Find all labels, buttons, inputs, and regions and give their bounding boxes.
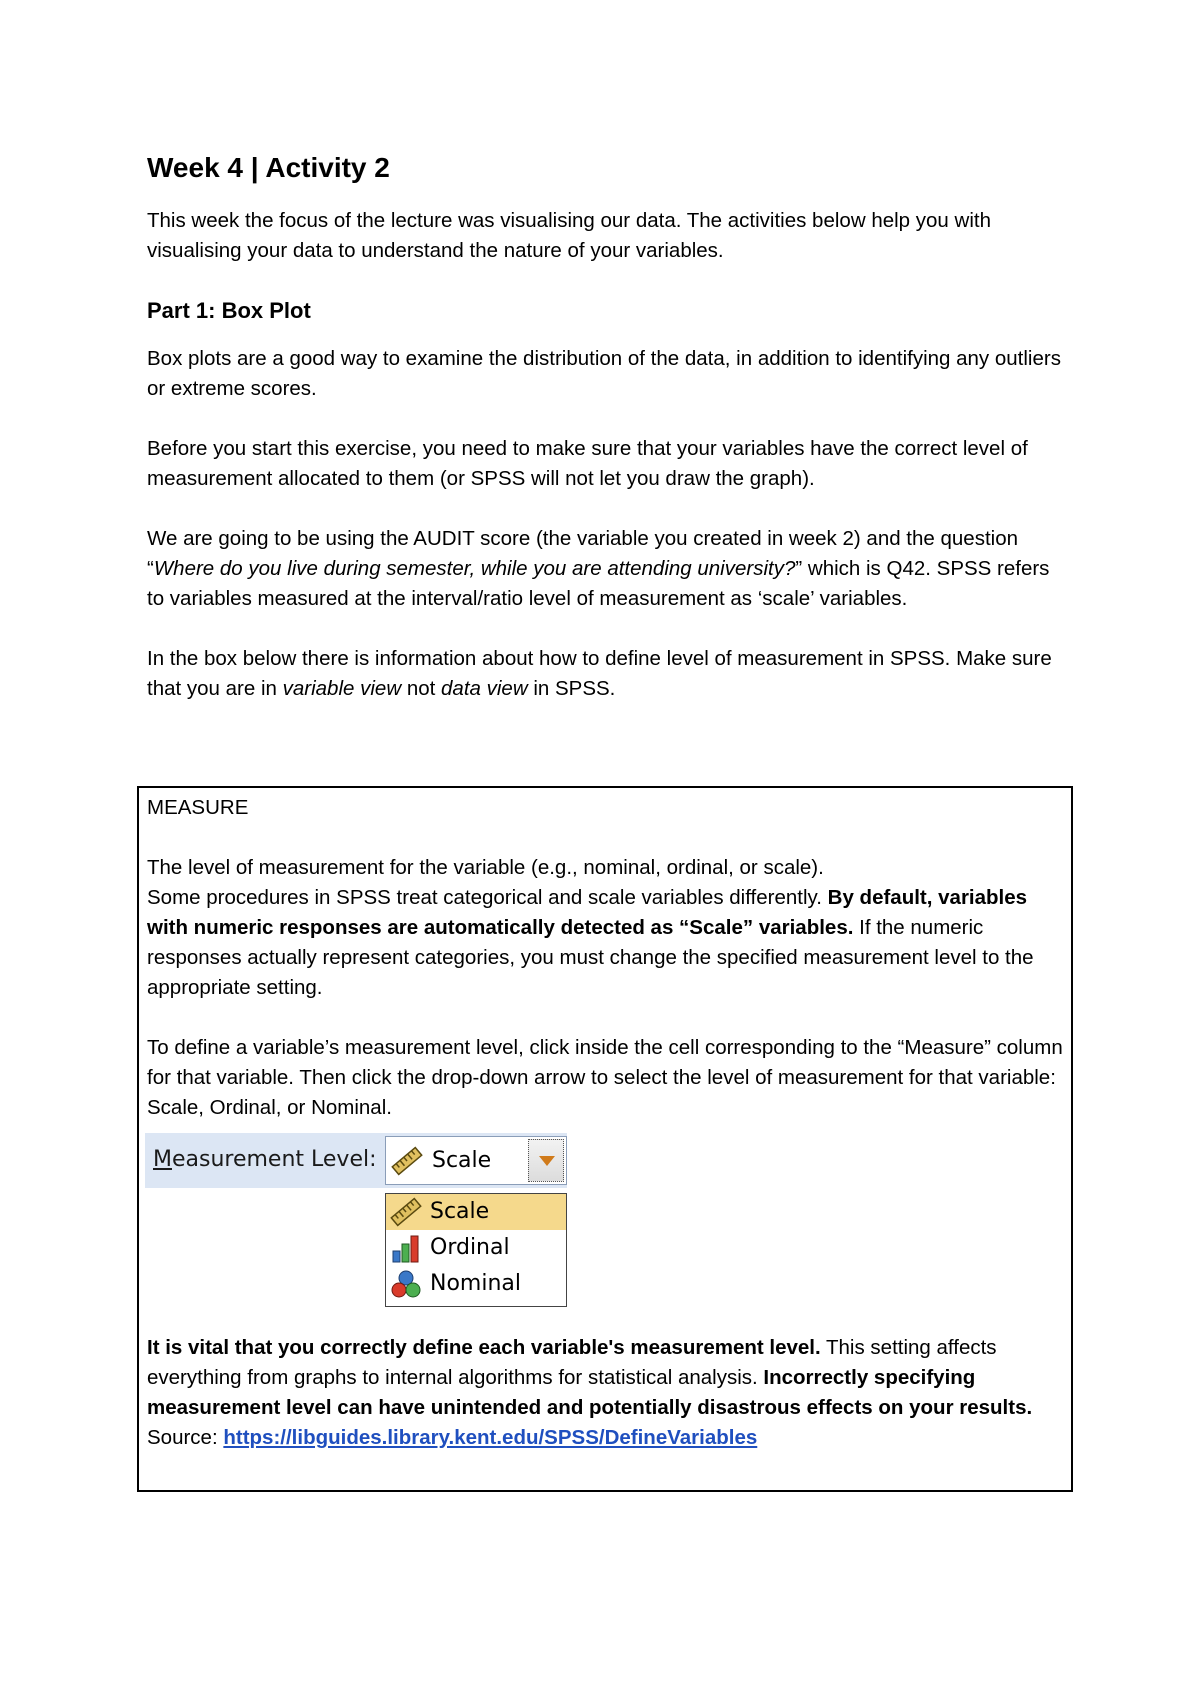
variable-view-text-b: not: [401, 677, 442, 700]
audit-text-b: ” which is Q42. SPSS refers to variables measured at the interval/ratio level of measurement as ‘scale’ variables.: [147, 557, 1050, 610]
dropdown-option-nominal[interactable]: [386, 1266, 566, 1302]
define-level-instructions: To define a variable’s measurement level, click inside the cell corresponding to the “Measure” column for that variable. Then click the drop-down arrow to select the level of measurement for that variable: Scale, Ordinal, or Nominal.: [147, 1036, 1063, 1119]
measurement-level-label-rest: easurement Level:: [171, 1147, 377, 1172]
section-heading-part1: Part 1: Box Plot: [147, 298, 311, 323]
source-label: Source:: [147, 1426, 224, 1449]
measurement-level-label: [153, 1145, 377, 1175]
data-view-term: data view: [441, 677, 528, 700]
dropdown-option-label: Scale: [430, 1199, 490, 1224]
measure-change-text: If the numeric responses actually represent categories, you must change the specified measurement level to the appropriate setting.: [147, 916, 1034, 999]
vital-note-bold: It is vital that you correctly define each variable's measurement level.: [147, 1336, 821, 1359]
source-link[interactable]: https://libguides.library.kent.edu/SPSS/DefineVariables: [223, 1426, 758, 1449]
dropdown-arrow-button[interactable]: [528, 1139, 564, 1182]
measurement-level-accesskey: M: [153, 1147, 172, 1172]
box-plot-intro-paragraph: Box plots are a good way to examine the distribution of the data, in addition to identifying any outliers or extreme scores.: [147, 347, 1061, 400]
variable-view-text-a: In the box below there is information about how to define level of measurement in SPSS. Make sure that you are in: [147, 647, 1052, 700]
spss-measurement-level-screenshot: [145, 1133, 1063, 1313]
audit-question-quote: Where do you live during semester, while you are attending university?: [153, 557, 796, 580]
page-title: Week 4 | Activity 2: [147, 152, 390, 183]
variable-view-paragraph: [147, 644, 1067, 704]
measure-procedures-text: Some procedures in SPSS treat categorical and scale variables differently.: [147, 886, 828, 909]
vital-note-text: This setting affects everything from graphs to internal algorithms for statistical analysis.: [147, 1336, 997, 1389]
measure-definition-line: The level of measurement for the variable (e.g., nominal, ordinal, or scale).: [147, 856, 824, 879]
bar-chart-icon: [390, 1233, 422, 1263]
default-scale-note: By default, variables with numeric responses are automatically detected as “Scale” variables.: [147, 886, 1028, 939]
measure-info-box: [137, 786, 1073, 1492]
dropdown-option-label: Nominal: [430, 1271, 521, 1296]
audit-text-a: We are going to be using the AUDIT score (the variable you created in week 2) and the question “: [147, 527, 1019, 580]
dropdown-option-ordinal[interactable]: [386, 1230, 566, 1266]
variable-view-text-c: in SPSS.: [527, 677, 616, 700]
measurement-level-select[interactable]: [385, 1136, 567, 1185]
incorrect-specifying-warning: Incorrectly specifying measurement level can have unintended and potentially disastrous effects on your results.: [147, 1366, 1033, 1419]
chevron-down-icon: [539, 1156, 555, 1166]
measurement-warning-paragraph: Before you start this exercise, you need to make sure that your variables have the correct level of measurement allocated to them (or SPSS will not let you draw the graph).: [147, 437, 1028, 490]
variable-view-term: variable view: [282, 677, 402, 700]
dropdown-option-label: Ordinal: [430, 1235, 510, 1260]
measure-definition-paragraph: [147, 853, 1063, 1003]
measurement-level-dropdown: [385, 1193, 567, 1307]
measurement-level-bar: [145, 1133, 567, 1188]
measurement-level-selected-value: Scale: [432, 1148, 492, 1173]
ruler-icon: [390, 1197, 422, 1227]
ruler-icon: [391, 1146, 423, 1176]
dropdown-option-scale[interactable]: [386, 1194, 566, 1230]
intro-paragraph: This week the focus of the lecture was visualising our data. The activities below help you with visualising your data to understand the nature of your variables.: [147, 209, 991, 262]
document-body: [147, 150, 1067, 734]
vital-note-paragraph: [147, 1333, 1063, 1453]
nominal-circles-icon: [390, 1269, 422, 1299]
audit-variable-paragraph: [147, 524, 1067, 614]
info-box-title: MEASURE: [147, 796, 249, 819]
